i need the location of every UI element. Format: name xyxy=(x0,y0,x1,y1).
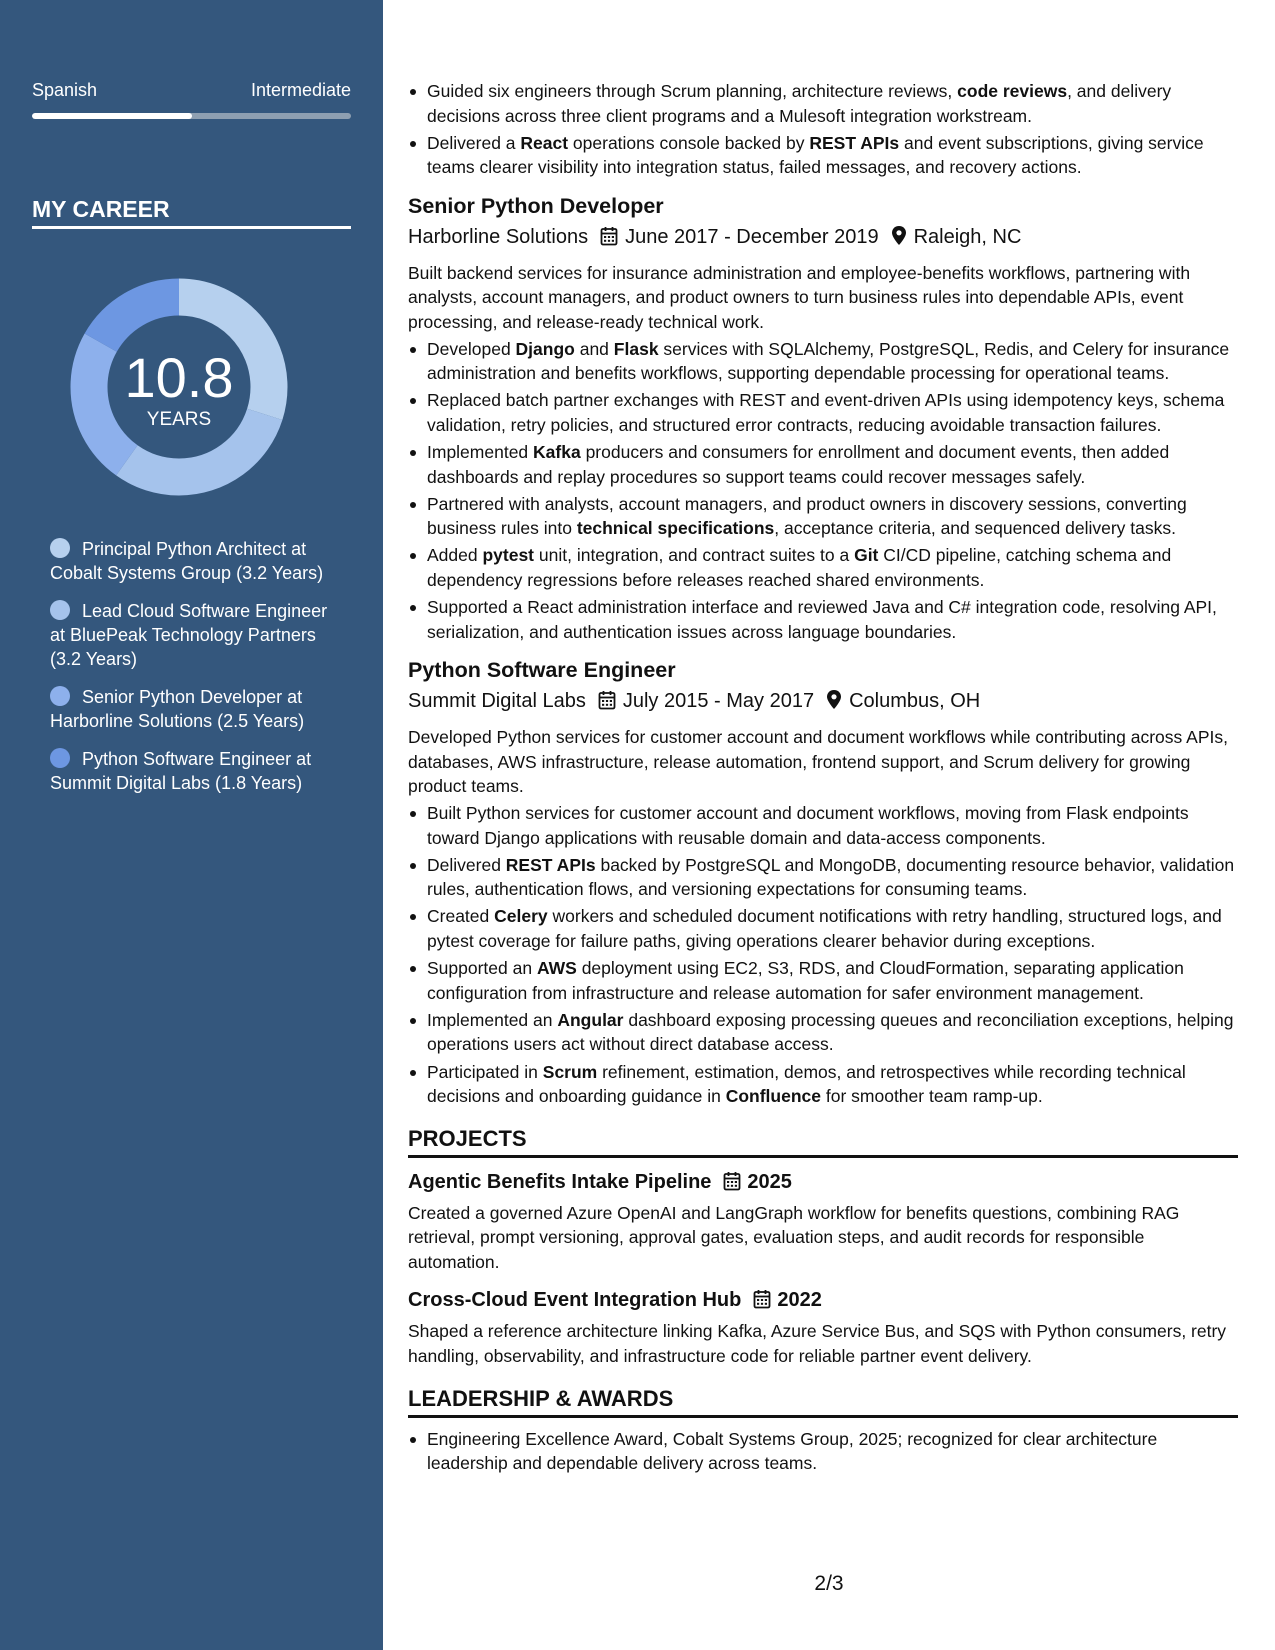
bullet-text: and xyxy=(574,338,614,359)
project-title xyxy=(408,1286,1238,1317)
language-proficiency-bar xyxy=(32,113,351,119)
bullet-text: , acceptance criteria, and sequenced delivery tasks. xyxy=(774,518,1176,539)
project-year: 2022 xyxy=(777,1289,822,1312)
job-entry xyxy=(408,656,1238,1108)
bold-keyword: AWS xyxy=(536,958,577,979)
bullet-item xyxy=(408,595,1238,644)
calendar-icon xyxy=(600,226,618,254)
bold-keyword: Confluence xyxy=(725,1086,821,1107)
career-legend-label: Python Software Engineer at Summit Digital Labs (1.8 Years) xyxy=(50,749,312,793)
page-number: 2/3 xyxy=(814,1572,844,1595)
calendar-icon xyxy=(753,1289,771,1317)
previous-role-bullets xyxy=(408,79,1238,180)
language-level: Intermediate xyxy=(250,80,351,100)
map-pin-icon xyxy=(826,689,842,718)
bullet-item xyxy=(408,388,1238,437)
bullet-text: refinement, estimation, demos, and retrospectives while recording technical decisions and onboarding guidance in xyxy=(427,1061,1186,1107)
company-name: Harborline Solutions xyxy=(408,225,589,248)
career-legend xyxy=(50,537,330,809)
sidebar xyxy=(0,0,383,1650)
bullet-text: unit, integration, and contract suites to a xyxy=(534,545,855,566)
bullet-text: Participated in xyxy=(427,1061,543,1082)
bullet-text: Implemented an xyxy=(427,1009,558,1030)
bullet-item xyxy=(408,904,1238,953)
bold-keyword: Django xyxy=(515,338,575,359)
career-legend-label: Senior Python Developer at Harborline Solutions (2.5 Years) xyxy=(50,687,305,731)
career-legend-label: Lead Cloud Software Engineer at BluePeak Technology Partners (3.2 Years) xyxy=(50,601,328,669)
bold-keyword: REST APIs xyxy=(505,854,596,875)
career-legend-item xyxy=(50,599,330,671)
legend-dot-icon xyxy=(50,748,70,768)
bullet-text: Built Python services for customer account and document workflows, moving from Flask endpoints toward Django applications with reusable domain and data-access components. xyxy=(427,803,1189,848)
career-legend-item xyxy=(50,747,330,795)
total-years-unit: YEARS xyxy=(146,409,212,430)
job-meta xyxy=(408,687,1238,718)
experience-list xyxy=(408,192,1238,1109)
job-dates: July 2015 - May 2017 xyxy=(622,690,815,713)
projects-heading: PROJECTS xyxy=(408,1125,1238,1158)
bold-keyword: React xyxy=(520,132,569,153)
bullet-text: , and delivery decisions across three client programs and a Mulesoft integration workstream. xyxy=(427,81,1172,126)
bullet-item xyxy=(408,801,1238,850)
project-description: Created a governed Azure OpenAI and LangGraph workflow for benefits questions, combining RAG retrieval, prompt versioning, approval gates, evaluation steps, and audit records for responsible automation. xyxy=(408,1202,1180,1272)
bold-keyword: Kafka xyxy=(533,442,581,463)
bullet-text: deployment using EC2, S3, RDS, and CloudFormation, separating application configuration from infrastructure and release automation for safer environment management. xyxy=(427,958,1184,1003)
bullet-text: Created xyxy=(427,906,495,927)
bullet-item xyxy=(408,956,1238,1005)
bullet-text: Replaced batch partner exchanges with REST and event-driven APIs using idempotency keys, schema validation, retry policies, and structured error contracts, reducing avoidable transaction failures. xyxy=(427,390,1225,435)
bullet-text: services with SQLAlchemy, PostgreSQL, Redis, and Celery for insurance administration and benefits workflows, supporting dependable processing for operational teams. xyxy=(427,338,1230,384)
total-years-value: 10.8 xyxy=(124,346,234,409)
bullet-item xyxy=(408,131,1238,180)
bullet-text: dashboard exposing processing queues and reconciliation exceptions, helping operations users act without direct database access. xyxy=(427,1009,1234,1055)
bullet-text: operations console backed by xyxy=(568,132,810,153)
legend-dot-icon xyxy=(50,538,70,558)
project-title xyxy=(408,1168,1238,1199)
bullet-text: Guided six engineers through Scrum planning, architecture reviews, xyxy=(427,81,958,101)
bullet-text: Added xyxy=(427,545,483,566)
bold-keyword: technical specifications xyxy=(576,518,775,539)
bold-keyword: Angular xyxy=(557,1009,624,1030)
bullet-item xyxy=(408,1060,1238,1109)
bullet-text: for smoother team ramp-up. xyxy=(821,1086,1043,1107)
calendar-icon xyxy=(598,690,616,718)
job-location: Raleigh, NC xyxy=(913,225,1022,248)
bold-keyword: Flask xyxy=(613,338,659,359)
language-name: Spanish xyxy=(32,80,98,100)
job-title: Senior Python Developer xyxy=(408,193,664,218)
bold-keyword: Scrum xyxy=(542,1061,598,1082)
projects-list xyxy=(408,1168,1238,1369)
bullet-item xyxy=(408,337,1238,386)
language-proficiency-fill xyxy=(32,113,192,119)
bullet-item xyxy=(408,1008,1238,1057)
job-bullets xyxy=(408,801,1238,1109)
career-legend-label: Principal Python Architect at Cobalt Systems Group (3.2 Years) xyxy=(50,539,324,583)
company-name: Summit Digital Labs xyxy=(408,690,586,713)
job-meta xyxy=(408,223,1238,254)
bullet-text: producers and consumers for enrollment and document events, then added dashboards and replay procedures so support teams could recover messages safely. xyxy=(427,442,1170,487)
legend-dot-icon xyxy=(50,686,70,706)
bold-keyword: Git xyxy=(854,545,879,566)
bullet-text: Supported an xyxy=(427,958,537,979)
project-description: Shaped a reference architecture linking Kafka, Azure Service Bus, and SQS with Python consumers, retry handling, observability, and infrastructure code for reliable partner event delivery. xyxy=(408,1321,1227,1367)
awards-list xyxy=(408,1427,1238,1476)
legend-dot-icon xyxy=(50,600,70,620)
job-bullets xyxy=(408,337,1238,645)
job-title: Python Software Engineer xyxy=(408,658,676,683)
bullet-item xyxy=(408,79,1238,128)
donut-center xyxy=(64,272,294,502)
project-name: Cross-Cloud Event Integration Hub xyxy=(408,1289,742,1312)
career-legend-item xyxy=(50,537,330,585)
bullet-item xyxy=(408,492,1238,541)
awards-heading: LEADERSHIP & AWARDS xyxy=(408,1385,1238,1418)
job-location: Columbus, OH xyxy=(849,690,981,713)
resume-body xyxy=(408,79,1238,1478)
bullet-text: Partnered with analysts, account managers, and product owners in discovery sessions, converting business rules into xyxy=(427,493,1187,539)
calendar-icon xyxy=(723,1171,741,1199)
bullet-item xyxy=(408,543,1238,592)
bold-keyword: pytest xyxy=(482,545,535,566)
project-year: 2025 xyxy=(747,1170,792,1193)
bullet-text: and event subscriptions, giving service teams clearer visibility into integration status, failed messages, and recovery actions. xyxy=(427,132,1204,178)
bold-keyword: code reviews xyxy=(957,81,1068,101)
bullet-text: CI/CD pipeline, catching schema and dependency regressions before releases reached shared environments. xyxy=(427,545,1172,590)
bullet-text: Delivered a xyxy=(427,132,521,153)
job-dates: June 2017 - December 2019 xyxy=(625,225,879,248)
award-item: Engineering Excellence Award, Cobalt Systems Group, 2025; recognized for clear architecture leadership and dependable delivery across teams. xyxy=(408,1427,1238,1476)
main-content xyxy=(383,0,1275,1650)
career-legend-item xyxy=(50,685,330,733)
map-pin-icon xyxy=(891,225,907,254)
project-name: Agentic Benefits Intake Pipeline xyxy=(408,1170,712,1193)
bullet-text: Implemented xyxy=(427,442,534,463)
bold-keyword: Celery xyxy=(494,906,548,927)
bullet-item xyxy=(408,440,1238,489)
bullet-text: backed by PostgreSQL and MongoDB, documenting resource behavior, validation rules, authentication flows, and versioning expectations for consuming teams. xyxy=(427,854,1235,900)
bullet-text: Developed xyxy=(427,338,516,359)
career-donut-chart xyxy=(64,272,294,502)
job-entry xyxy=(408,192,1238,644)
bold-keyword: REST APIs xyxy=(809,132,900,153)
bullet-text: Supported a React administration interface and reviewed Java and C# integration code, resolving API, serialization, and authentication issues across language boundaries. xyxy=(427,597,1217,642)
bullet-text: Delivered xyxy=(427,854,506,875)
job-summary: Built backend services for insurance administration and employee-benefits workflows, partnering with analysts, account managers, and product owners to turn business rules into dependable APIs, event processing, and release-ready technical work. xyxy=(408,262,1191,333)
career-heading: MY CAREER xyxy=(32,196,351,229)
bullet-item xyxy=(408,853,1238,902)
job-summary: Developed Python services for customer account and document workflows while contributing across APIs, databases, AWS infrastructure, release automation, frontend support, and Scrum delivery for growing product teams. xyxy=(408,727,1228,797)
bullet-text: workers and scheduled document notifications with retry handling, structured logs, and pytest coverage for failure paths, giving operations clearer behavior during exceptions. xyxy=(427,906,1222,952)
